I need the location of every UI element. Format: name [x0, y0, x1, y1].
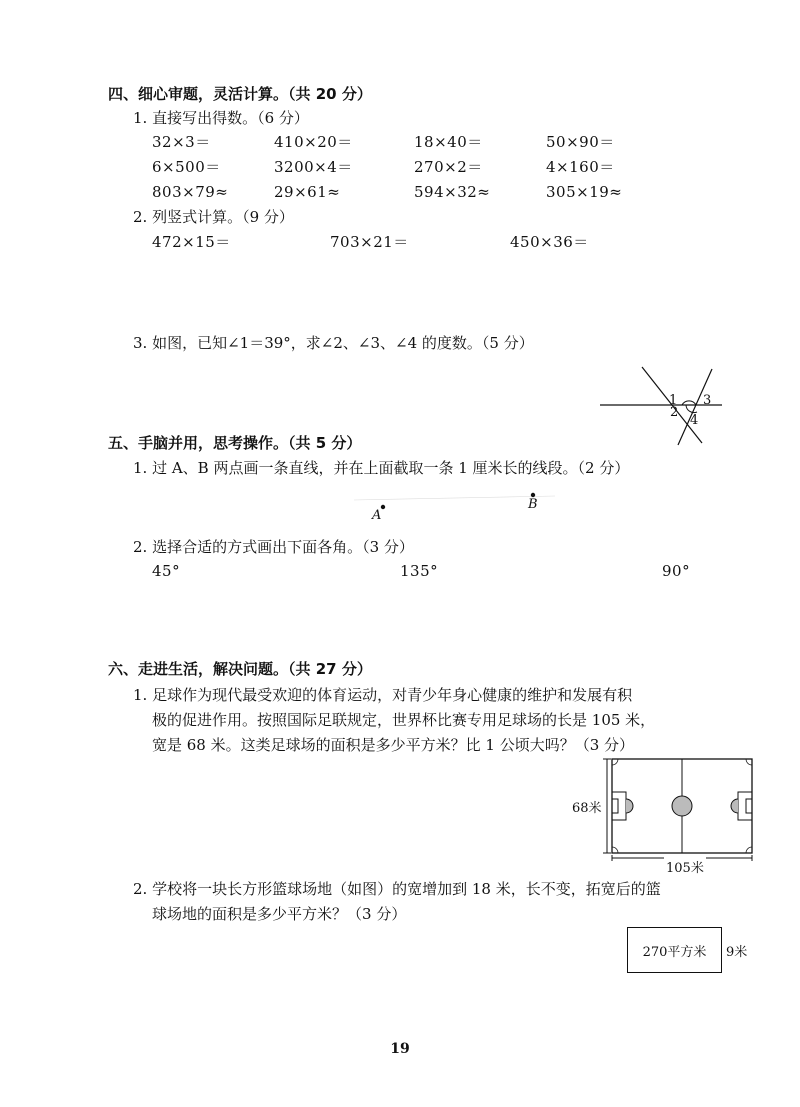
- section-6-title: 六、走进生活，解决问题。（共 27 分）: [108, 660, 372, 678]
- q6-1-line: 1. 足球作为现代最受欢迎的体育运动，对青少年身心健康的维护和发展有积: [133, 686, 633, 704]
- angle-label-3: 3: [703, 393, 712, 408]
- calc-item: 803×79≈: [152, 183, 229, 201]
- left-penalty-box: [612, 792, 626, 820]
- calc-item: 3200×4＝: [274, 158, 353, 176]
- q4-3-title: 3. 如图，已知∠1＝39°，求∠2、∠3、∠4 的度数。（5 分）: [133, 334, 534, 352]
- calc-item: 29×61≈: [274, 183, 341, 201]
- right-penalty-box: [738, 792, 752, 820]
- calc-item: 6×500＝: [152, 158, 221, 176]
- q6-2-line: 2. 学校将一块长方形篮球场地（如图）的宽增加到 18 米，长不变，拓宽后的篮: [133, 880, 661, 898]
- faint-baseline: [354, 496, 555, 500]
- q5-1-title: 1. 过 A、B 两点画一条直线，并在上面截取一条 1 厘米长的线段。（2 分）: [133, 459, 630, 477]
- section-4-title: 四、细心审题，灵活计算。（共 20 分）: [108, 85, 372, 103]
- calc-item: 594×32≈: [414, 183, 491, 201]
- angle-label-2: 2: [670, 405, 679, 420]
- point-b-label: B: [528, 497, 538, 512]
- intersecting-lines-figure: [600, 363, 730, 453]
- calc-item: 18×40＝: [414, 133, 483, 151]
- calc-item: 4×160＝: [546, 158, 615, 176]
- calc-item: 305×19≈: [546, 183, 623, 201]
- angle-arc: [682, 401, 696, 405]
- section-5-title: 五、手脑并用，思考操作。（共 5 分）: [108, 434, 362, 452]
- right-penalty-arc: [731, 799, 738, 813]
- field-length-label: 105米: [664, 857, 706, 876]
- left-penalty-arc: [626, 799, 633, 813]
- angle-label-1: 1: [669, 393, 678, 408]
- vertical-calc-item: 472×15＝: [152, 233, 231, 251]
- field-width-label: 68米: [572, 801, 602, 816]
- angle-task: 90°: [662, 562, 691, 580]
- angle-label-4: 4: [690, 413, 699, 428]
- angle-task: 45°: [152, 562, 181, 580]
- court-area-label: 270平方米: [642, 945, 707, 960]
- point-a-label: A: [372, 508, 382, 523]
- vertical-calc-item: 450×36＝: [510, 233, 589, 251]
- point-a: [381, 505, 385, 509]
- q6-1-line: 极的促进作用。按照国际足联规定，世界杯比赛专用足球场的长是 105 米，: [152, 711, 656, 729]
- q6-2-line: 球场地的面积是多少平方米？（3 分）: [152, 905, 407, 923]
- left-goal-box: [612, 799, 618, 813]
- calc-item: 410×20＝: [274, 133, 353, 151]
- angle-task: 135°: [400, 562, 439, 580]
- calc-item: 32×3＝: [152, 133, 211, 151]
- calc-item: 270×2＝: [414, 158, 483, 176]
- right-goal-box: [746, 799, 752, 813]
- center-circle: [672, 796, 692, 816]
- court-width-label: 9米: [726, 945, 748, 960]
- q6-1-line: 宽是 68 米。这类足球场的面积是多少平方米？比 1 公顷大吗？（3 分）: [152, 736, 635, 754]
- vertical-calc-item: 703×21＝: [330, 233, 409, 251]
- page-number: 19: [390, 1041, 410, 1057]
- q5-2-title: 2. 选择合适的方式画出下面各角。（3 分）: [133, 538, 414, 556]
- court-rectangle: [627, 927, 722, 973]
- q4-1-title: 1. 直接写出得数。（6 分）: [133, 109, 309, 127]
- calc-item: 50×90＝: [546, 133, 615, 151]
- football-field-figure: [600, 757, 760, 862]
- q4-2-title: 2. 列竖式计算。（9 分）: [133, 208, 294, 226]
